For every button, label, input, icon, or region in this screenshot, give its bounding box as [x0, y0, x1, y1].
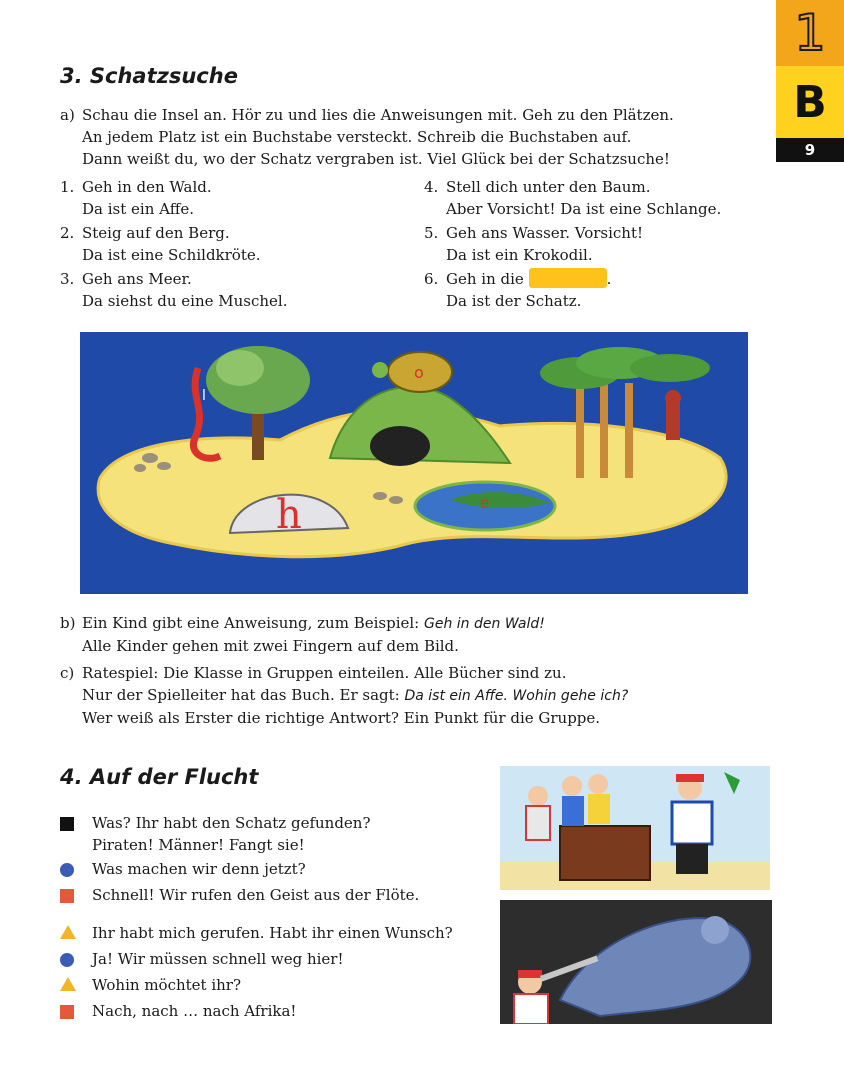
- treasure-chest-icon: [560, 826, 650, 880]
- dialogue-text: Piraten! Männer! Fangt sie!: [92, 836, 305, 854]
- item-line: Steig auf den Berg.: [82, 224, 230, 242]
- instruction-b: [60, 612, 780, 657]
- circle-blue-icon: [60, 863, 74, 877]
- list-item: [60, 176, 420, 222]
- example-phrase: Da ist ein Affe. Wohin gehe ich?: [404, 688, 629, 704]
- instruction-b-line: Ein Kind gibt eine Anweisung, zum Beispiel:: [82, 614, 424, 632]
- page-number-tab: [776, 138, 844, 162]
- page-number: 9: [804, 141, 816, 159]
- exercise-3-title: 3. Schatzsuche: [60, 64, 238, 88]
- instruction-a: [60, 104, 760, 170]
- item-line: Da ist der Schatz.: [446, 292, 582, 310]
- item-line: Geh in den Wald.: [82, 178, 212, 196]
- item-line: Geh ans Wasser. Vorsicht!: [446, 224, 644, 242]
- label-c: c): [60, 664, 75, 682]
- instruction-a-line: An jedem Platz ist ein Buchstabe versteckt. Schreib die Buchstaben auf.: [82, 128, 632, 146]
- section-letter: B: [793, 76, 827, 128]
- instruction-a-line: Dann weißt du, wo der Schatz vergraben ist. Viel Glück bei der Schatzsuche!: [82, 150, 670, 168]
- ghost-illustration: [500, 900, 772, 1024]
- item-list-right: [424, 176, 784, 314]
- list-item: [424, 268, 784, 314]
- chapter-number: 1: [794, 4, 826, 62]
- item-number: 1.: [60, 178, 75, 196]
- dialogue-text: Ihr habt mich gerufen. Habt ihr einen Wunsch?: [92, 924, 453, 942]
- item-number: 6.: [424, 270, 439, 288]
- item-number: 5.: [424, 224, 439, 242]
- item-number: 3.: [60, 270, 75, 288]
- answer-blank-highlight: [529, 268, 607, 288]
- dialogue-text: Wohin möchtet ihr?: [92, 976, 242, 994]
- list-item: [60, 222, 420, 268]
- square-red-icon: [60, 889, 74, 903]
- pirates-illustration: [500, 766, 770, 890]
- hidden-letter: o: [414, 363, 424, 382]
- item-line: Da siehst du eine Muschel.: [82, 292, 288, 310]
- list-item: [60, 268, 420, 314]
- instruction-c-line: Ratespiel: Die Klasse in Gruppen einteilen. Alle Bücher sind zu.: [82, 664, 567, 682]
- list-item: [424, 222, 784, 268]
- item-number: 4.: [424, 178, 439, 196]
- triangle-yellow-icon: [60, 977, 76, 991]
- treasure-island-illustration: [80, 328, 750, 596]
- monkey-icon: [665, 390, 681, 440]
- instruction-a-line: Schau die Insel an. Hör zu und lies die Anweisungen mit. Geh zu den Plätzen.: [82, 106, 674, 124]
- cave: [370, 426, 430, 466]
- hidden-letter: e: [480, 494, 490, 512]
- instruction-c: [60, 662, 800, 729]
- dialogue-text: Was machen wir denn jetzt?: [92, 860, 306, 878]
- item-line: Aber Vorsicht! Da ist eine Schlange.: [446, 200, 722, 218]
- item-line: Geh in die: [446, 270, 524, 288]
- instruction-c-line: Nur der Spielleiter hat das Buch. Er sagt:: [82, 686, 405, 704]
- example-instruction: Geh in den Wald!: [424, 616, 545, 632]
- item-line: Da ist ein Krokodil.: [446, 246, 593, 264]
- square-black-icon: [60, 817, 74, 831]
- label-b: b): [60, 614, 76, 632]
- label-a: a): [60, 106, 75, 124]
- dialogue-text: Was? Ihr habt den Schatz gefunden?: [92, 814, 371, 832]
- list-item: [424, 176, 784, 222]
- item-list-left: [60, 176, 420, 314]
- instruction-c-line: Wer weiß als Erster die richtige Antwort? Ein Punkt für die Gruppe.: [82, 709, 601, 727]
- hidden-letter: h: [276, 492, 302, 538]
- item-line: Geh ans Meer.: [82, 270, 192, 288]
- section-tab: [776, 66, 844, 138]
- triangle-yellow-icon: [60, 925, 76, 939]
- square-red-icon: [60, 1005, 74, 1019]
- item-line: Da ist ein Affe.: [82, 200, 195, 218]
- dialogue-text: Nach, nach … nach Afrika!: [92, 1002, 297, 1020]
- dialogue-text: Schnell! Wir rufen den Geist aus der Flöte.: [92, 886, 420, 904]
- hidden-letter: l: [202, 388, 206, 404]
- item-line: Da ist eine Schildkröte.: [82, 246, 261, 264]
- exercise-4-title: 4. Auf der Flucht: [60, 765, 259, 789]
- instruction-b-line: Alle Kinder gehen mit zwei Fingern auf dem Bild.: [82, 637, 459, 655]
- item-line: Stell dich unter den Baum.: [446, 178, 651, 196]
- chapter-tab: [776, 0, 844, 66]
- circle-blue-icon: [60, 953, 74, 967]
- item-line-end: .: [606, 270, 612, 288]
- dialogue-text: Ja! Wir müssen schnell weg hier!: [92, 950, 344, 968]
- item-number: 2.: [60, 224, 75, 242]
